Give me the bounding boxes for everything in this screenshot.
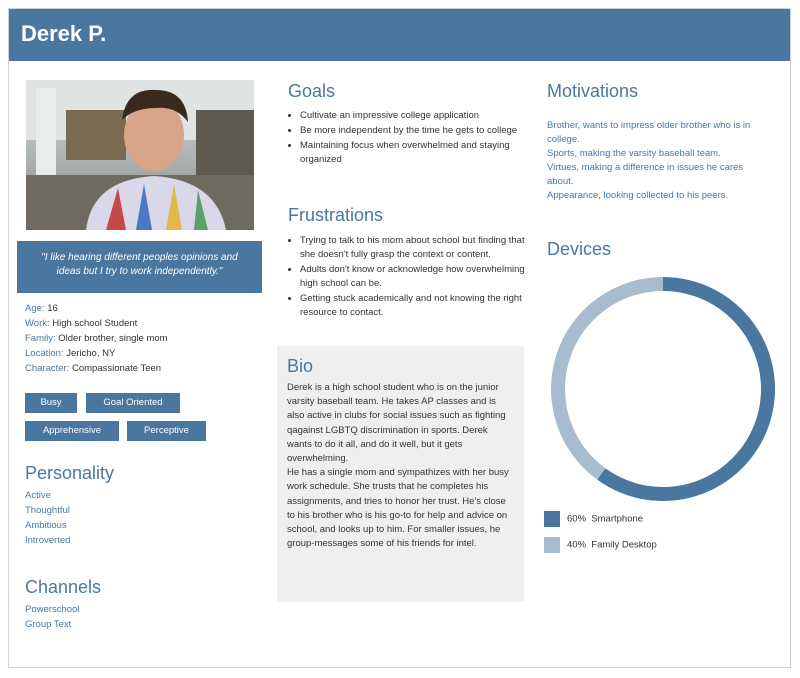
list-item: • Getting stuck academically and not knowing the right resource to contact.: [300, 292, 530, 320]
tag-apprehensive: Apprehensive: [25, 421, 119, 441]
list-item: Ambitious: [25, 520, 67, 531]
legend-swatch: [544, 537, 560, 553]
legend-label: Family Desktop: [591, 539, 657, 551]
tag-goal-oriented: Goal Oriented: [86, 393, 180, 413]
fact-family: Family: Older brother, single mom: [25, 333, 168, 344]
donut-slice-smartphone: [597, 277, 775, 501]
goals-list: [288, 109, 528, 168]
list-item: Virtues, making a difference in issues he cares about.: [547, 162, 744, 187]
donut-slice-family-desktop: [551, 277, 663, 480]
channels-list: [25, 602, 79, 632]
list-item: Active: [25, 490, 51, 501]
persona-name: Derek P.: [21, 21, 107, 46]
tag-perceptive: Perceptive: [127, 421, 206, 441]
personality-list: [25, 488, 70, 548]
fact-location: Location: Jericho, NY: [25, 348, 116, 359]
list-item: • Adults don't know or acknowledge how overwhelming high school can be.: [300, 263, 530, 291]
legend-label: Smartphone: [591, 513, 644, 525]
bio-paragraph-1: Derek is a high school student who is on the junior varsity baseball team. He takes AP classes and is also active in clubs for social issues such as fighting qagainst LGBTQ discrimination in sports. Derek wants to do it all, and do it well, but it gets overwhelming.: [287, 382, 506, 465]
list-item: • Cultivate an impressive college application: [300, 109, 528, 123]
legend-value: 60%: [567, 513, 587, 525]
list-item: Brother, wants to impress older brother who is in college.: [547, 120, 751, 145]
bio-paragraph-2: He has a single mom and sympathizes with her busy work schedule. She trusts that he completes his assignments, and tries to honor her trust. He's close to his brother who is his go-to for help and advice on school, and looks up to him. For smaller issues, he group-messages some of his friends for intel.: [287, 467, 509, 550]
goals-title: Goals: [288, 81, 336, 101]
frustrations-list: [288, 234, 530, 321]
list-item: • Be more independent by the time he gets to college: [300, 124, 528, 138]
list-item: Introverted: [25, 535, 71, 546]
bio-title: Bio: [287, 356, 314, 376]
tag-busy: Busy: [25, 393, 77, 413]
persona-card: [8, 8, 791, 668]
devices-title: Devices: [547, 239, 612, 259]
persona-photo: [26, 80, 254, 230]
legend-value: 40%: [567, 539, 587, 551]
fact-character: Character: Compassionate Teen: [25, 363, 162, 374]
devices-donut-chart: [545, 271, 781, 507]
list-item: Powerschool: [25, 604, 80, 615]
list-item: • Maintaining focus when overwhelmed and staying organized: [300, 139, 528, 167]
list-item: Group Text: [25, 619, 72, 630]
header-bar: [9, 9, 790, 61]
motivations-list: [547, 119, 772, 203]
legend-swatch: [544, 511, 560, 527]
persona-quote: "I like hearing different peoples opinions and ideas but I try to work independently.": [17, 241, 262, 293]
frustrations-title: Frustrations: [288, 205, 384, 225]
list-item: Thoughtful: [25, 505, 70, 516]
channels-title: Channels: [25, 577, 102, 597]
motivations-title: Motivations: [547, 81, 639, 101]
persona-facts: [25, 301, 168, 376]
list-item: • Trying to talk to his mom about school but finding that she doesn't fully grasp the context or content.: [300, 234, 530, 262]
legend-item-smartphone: [544, 511, 643, 527]
personality-title: Personality: [25, 463, 115, 483]
bio-panel: [277, 346, 524, 602]
list-item: Appearance, looking collected to his peers.: [547, 190, 729, 201]
fact-work: Work: High school Student: [25, 318, 138, 329]
list-item: Sports, making the varsity baseball team.: [547, 148, 721, 159]
fact-age: Age: 16: [25, 303, 58, 314]
legend-item-family-desktop: [544, 537, 657, 553]
